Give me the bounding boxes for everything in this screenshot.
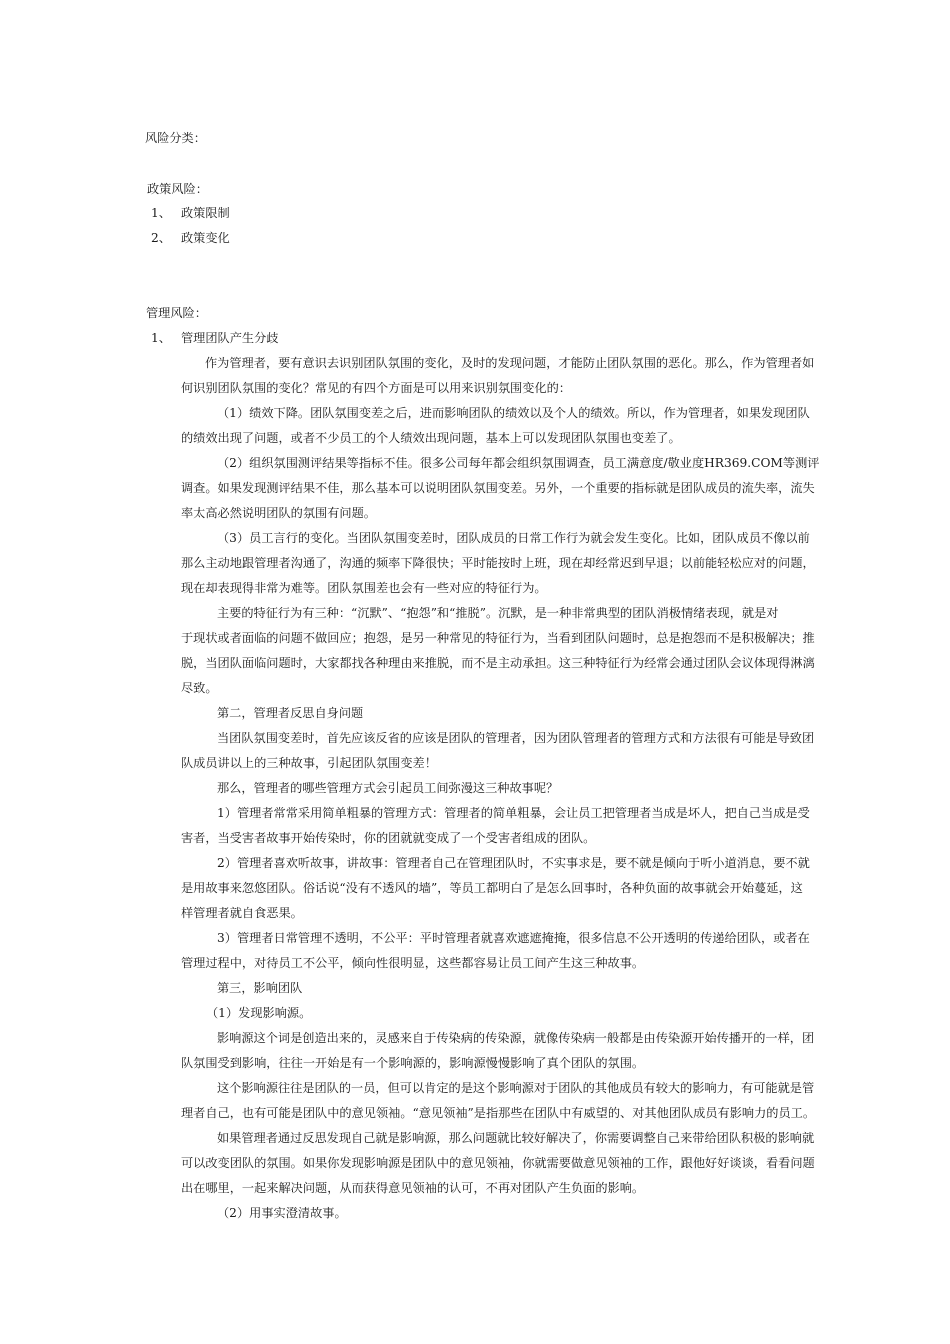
body-line: 如果管理者通过反思发现自己就是影响源，那么问题就比较好解决了，你需要调整自己来带给团队积极的影响就: [217, 1131, 815, 1145]
subsection-heading: （2）用事实澄清故事。: [217, 1206, 347, 1220]
body-line: 2）管理者喜欢听故事，讲故事：管理者自己在管理团队时，不实事求是，要不就是倾向于听小道消息，要不就: [217, 856, 810, 870]
body-line: 3）管理者日常管理不透明，不公平：平时管理者就喜欢遮遮掩掩，很多信息不公开透明的传递给团队，或者在: [217, 931, 810, 945]
management-item-text: 管理团队产生分歧: [181, 331, 279, 345]
body-line: 管理过程中，对待员工不公平，倾向性很明显，这些都容易让员工间产生这三种故事。: [181, 956, 645, 970]
management-item-number: 1、: [151, 331, 171, 345]
body-line: 于现状或者面临的问题不做回应；抱怨，是另一种常见的特征行为，当看到团队问题时，总是抱怨而不是积极解决；推: [181, 631, 815, 645]
body-line: 脱，当团队面临问题时，大家都找各种理由来推脱，而不是主动承担。这三种特征行为经常会通过团队会议体现得淋漓: [181, 656, 815, 670]
body-line: 队成员讲以上的三种故事，引起团队氛围变差！: [181, 756, 437, 770]
subsection-heading: （1）发现影响源。: [206, 1006, 312, 1020]
body-line: 尽致。: [181, 681, 218, 695]
management-risk-heading: 管理风险：: [146, 306, 207, 320]
body-line: 这个影响源往往是团队的一员，但可以肯定的是这个影响源对于团队的其他成员有较大的影响力，有可能就是管: [217, 1081, 815, 1095]
body-line: 影响源这个词是创造出来的，灵感来自于传染病的传染源，就像传染病一般都是由传染源开始传播开的一样，团: [217, 1031, 815, 1045]
policy-item-number: 1、: [151, 206, 171, 220]
body-line: 调查。如果发现测评结果不佳，那么基本可以说明团队氛围变差。另外，一个重要的指标就是团队成员的流失率，流失: [181, 481, 815, 495]
policy-item-text: 政策变化: [181, 231, 230, 245]
body-line: （3）员工言行的变化。当团队氛围变差时，团队成员的日常工作行为就会发生变化。比如，团队成员不像以前: [217, 531, 810, 545]
body-line: （2）组织氛围测评结果等指标不佳。很多公司每年都会组织氛围调查，员工满意度/敬业度HR369.COM等测评: [217, 456, 820, 470]
section-heading: 第三，影响团队: [217, 981, 303, 995]
body-line: 当团队氛围变差时，首先应该反省的应该是团队的管理者，因为团队管理者的管理方式和方法很有可能是导致团: [217, 731, 815, 745]
policy-item-text: 政策限制: [181, 206, 230, 220]
body-line: 队氛围受到影响，往往一开始是有一个影响源的，影响源慢慢影响了真个团队的氛围。: [181, 1056, 645, 1070]
body-line: 的绩效出现了问题，或者不少员工的个人绩效出现问题，基本上可以发现团队氛围也变差了。: [181, 431, 681, 445]
body-line: 作为管理者，要有意识去识别团队氛围的变化，及时的发现问题，才能防止团队氛围的恶化。那么，作为管理者如: [205, 356, 815, 370]
body-line: 那么主动地跟管理者沟通了，沟通的频率下降很快；平时能按时上班，现在却经常迟到早退；以前能轻松应对的问题，: [181, 556, 815, 570]
body-line: 现在却表现得非常为难等。团队氛围差也会有一些对应的特征行为。: [181, 581, 547, 595]
body-line: 害者，当受害者故事开始传染时，你的团就就变成了一个受害者组成的团队。: [181, 831, 596, 845]
section-heading: 第二，管理者反思自身问题: [217, 706, 364, 720]
body-line: 是用故事来忽悠团队。俗话说“没有不透风的墙”，等员工都明白了是怎么回事时，各种负面的故事就会开始蔓延，这: [181, 881, 803, 895]
body-line: （1）绩效下降。团队氛围变差之后，进而影响团队的绩效以及个人的绩效。所以，作为管理者，如果发现团队: [217, 406, 810, 420]
body-line: 1）管理者常常采用简单粗暴的管理方式：管理者的简单粗暴，会让员工把管理者当成是坏人，把自己当成是受: [217, 806, 810, 820]
body-line: 何识别团队氛围的变化？常见的有四个方面是可以用来识别氛围变化的：: [181, 381, 571, 395]
body-line: 理者自己，也有可能是团队中的意见领袖。“意见领袖”是指那些在团队中有威望的、对其他团队成员有影响力的员工。: [181, 1106, 816, 1120]
body-line: 率太高必然说明团队的氛围有问题。: [181, 506, 376, 520]
policy-risk-heading: 政策风险：: [147, 182, 208, 196]
body-line: 可以改变团队的氛围。如果你发现影响源是团队中的意见领袖，你就需要做意见领袖的工作，跟他好好谈谈，看看问题: [181, 1156, 815, 1170]
body-line: 主要的特征行为有三种：“沉默”、“抱怨”和“推脱”。沉默，是一种非常典型的团队消极情绪表现，就是对: [217, 606, 779, 620]
body-line: 那么，管理者的哪些管理方式会引起员工间弥漫这三种故事呢？: [217, 781, 559, 795]
body-line: 样管理者就自食恶果。: [181, 906, 303, 920]
policy-item-number: 2、: [151, 231, 171, 245]
risk-category-heading: 风险分类：: [145, 131, 206, 145]
body-line: 出在哪里，一起来解决问题，从而获得意见领袖的认可，不再对团队产生负面的影响。: [181, 1181, 645, 1195]
